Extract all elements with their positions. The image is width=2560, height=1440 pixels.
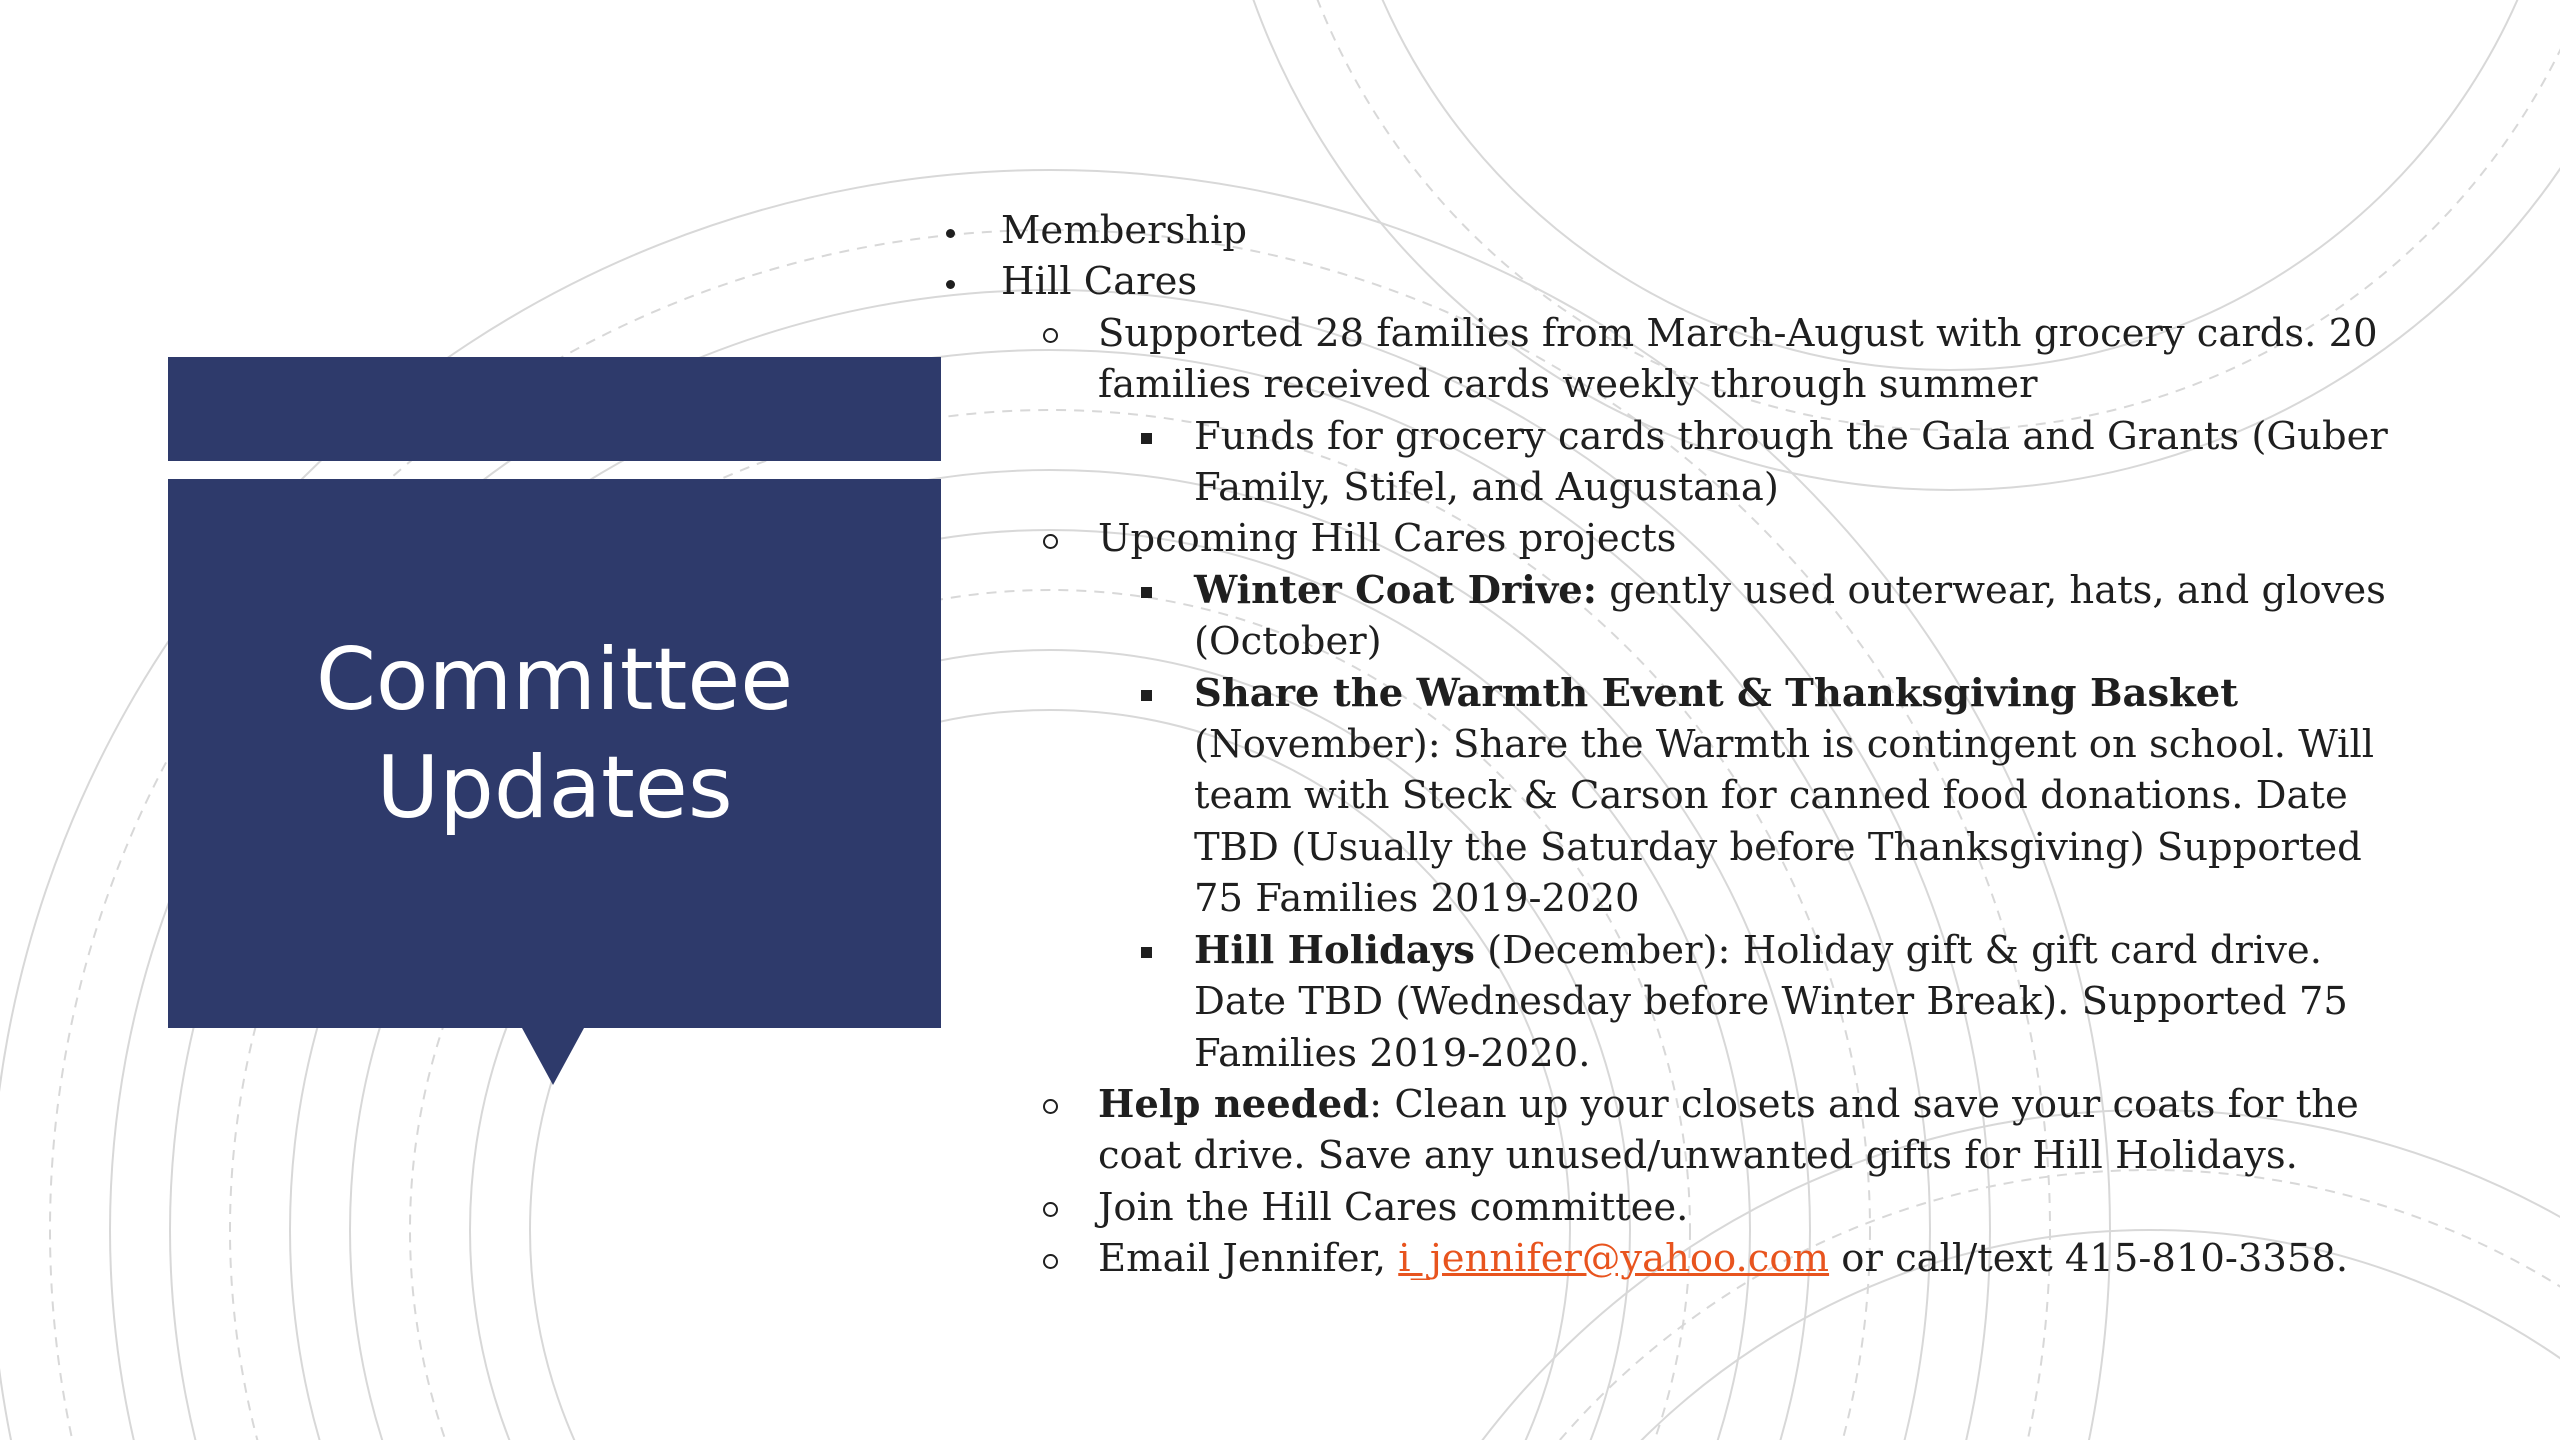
list-item-bold-text: Hill Holidays: [1194, 927, 1475, 973]
list-item-hill-cares: [938, 256, 2398, 307]
slide-title: [205, 626, 905, 842]
list-item-upcoming: [938, 513, 2398, 564]
list-item-text: Join the Hill Cares committee.: [1098, 1184, 1689, 1230]
bullet-circle-icon: [1038, 308, 1062, 359]
list-item-funds: [938, 411, 2398, 514]
bullet-square-icon: [1134, 925, 1158, 976]
title-pointer: [522, 1028, 584, 1085]
list-item-join: [938, 1182, 2398, 1233]
bullet-square-icon: [1134, 411, 1158, 462]
title-line-2: Updates: [376, 737, 733, 838]
list-item-share-the-warmth: [938, 668, 2398, 925]
title-box: [168, 479, 941, 1028]
list-item-membership: [938, 205, 2398, 256]
bullet-list: [938, 205, 2398, 1285]
bullet-dot-icon: [938, 205, 962, 256]
list-item-hill-holidays: [938, 925, 2398, 1079]
bullet-dot-icon: [938, 256, 962, 307]
list-item-text: Supported 28 families from March-August with grocery cards. 20 families received cards weekly through summer: [1098, 310, 2378, 408]
list-item-bold-text: Help needed: [1098, 1081, 1370, 1127]
bullet-square-icon: [1134, 668, 1158, 719]
bullet-circle-icon: [1038, 1233, 1062, 1284]
list-item-text: (November): Share the Warmth is contingent on school. Will team with Steck & Carson for canned food donations. Date TBD (Usually the Saturday before Thanksgiving) Supported 75 Families 2019-2020: [1194, 722, 2375, 922]
bullet-circle-icon: [1038, 1079, 1062, 1130]
list-item-text: or call/text 415-810-3358.: [1829, 1236, 2349, 1282]
list-item-text: Membership: [1001, 208, 1248, 253]
list-item-email: [938, 1233, 2398, 1284]
list-item-text: Funds for grocery cards through the Gala and Grants (Guber Family, Stifel, and Augustana): [1194, 413, 2388, 511]
list-item-help-needed: [938, 1079, 2398, 1182]
list-item-text: (December): Holiday gift & gift card drive. Date TBD (Wednesday before Winter Break). Supported 75 Families 2019-2020.: [1194, 927, 2348, 1076]
email-link[interactable]: i_jennifer@yahoo.com: [1398, 1236, 1830, 1282]
title-accent-bar: [168, 357, 941, 461]
list-item-bold-text: Winter Coat Drive:: [1194, 567, 1597, 613]
list-item-bold-text: Share the Warmth Event & Thanksgiving Basket: [1194, 670, 2239, 716]
bullet-circle-icon: [1038, 1182, 1062, 1233]
list-item-text: : Clean up your closets and save your coats for the coat drive. Save any unused/unwanted gifts for Hill Holidays.: [1098, 1081, 2359, 1179]
list-item-supported: [938, 308, 2398, 411]
list-item-winter-coat-drive: [938, 565, 2398, 668]
bullet-circle-icon: [1038, 513, 1062, 564]
list-item-text: Email Jennifer,: [1098, 1236, 1399, 1282]
list-item-text: gently used outerwear, hats, and gloves (October): [1194, 567, 2386, 665]
title-line-1: Committee: [315, 629, 794, 730]
list-item-text: Hill Cares: [1001, 259, 1198, 305]
list-item-text: Upcoming Hill Cares projects: [1098, 516, 1677, 562]
bullet-square-icon: [1134, 565, 1158, 616]
